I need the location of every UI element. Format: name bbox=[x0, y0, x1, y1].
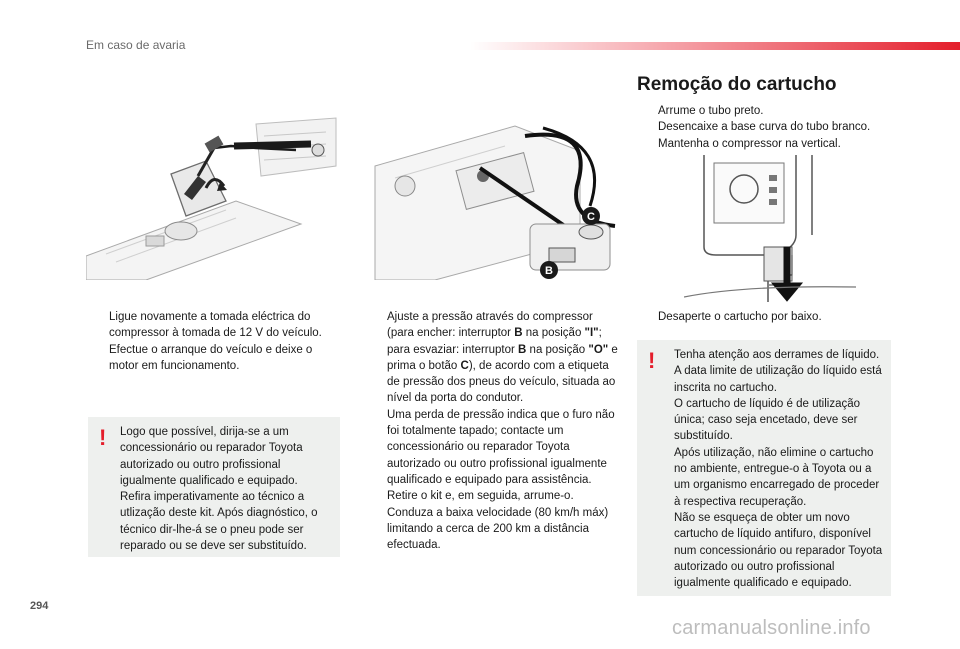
column3-step-unscrew bbox=[637, 309, 897, 325]
cartridge-removal-illustration bbox=[684, 155, 856, 302]
column1-steps bbox=[88, 309, 338, 374]
list-item: Mantenha o compressor na vertical. bbox=[658, 137, 841, 150]
warning-text: Tenha atenção aos derrames de líquido. A data limite de utilização do líquido está inscrita no cartucho. O cartucho de líquido é de utilização única; caso seja encetado, deve ser substituído. Após utilização, não elimine o cartucho no ambiente, entregue-o à Toyota ou a um organismo encarregado de proceder à respectiva recuperação. Não se esqueça de obter um novo cartucho de líquido antifuro, disponível num concessionário ou reparador Toyota autorizado ou outro profissional igualmente qualificado e equipado. bbox=[674, 349, 883, 590]
list-item: Arrume o tubo preto. bbox=[658, 105, 764, 117]
column2-steps bbox=[366, 309, 620, 553]
column3-steps bbox=[637, 103, 897, 152]
header-accent-bar bbox=[470, 42, 960, 50]
list-item: Efectue o arranque do veículo e deixe o motor em funcionamento. bbox=[109, 343, 313, 372]
warning-icon: ! bbox=[648, 348, 656, 373]
watermark: carmanualsonline.info bbox=[672, 617, 871, 639]
section-title: Remoção do cartucho bbox=[637, 74, 837, 95]
list-item: Desaperte o cartucho por baixo. bbox=[658, 311, 822, 323]
list-item: Conduza a baixa velocidade (80 km/h máx) limitando a cerca de 200 km a distância efectuada. bbox=[387, 506, 609, 552]
list-item: Ligue novamente a tomada eléctrica do compressor à tomada de 12 V do veículo. bbox=[109, 311, 322, 340]
list-item: Ajuste a pressão através do compressor (para encher: interruptor B na posição "I"; para esvaziar: interruptor B na posição "O" e prima o botão C), de acordo com a etiqueta de pressão dos pneus do veículo, situada ao nível da porta do condutor. Uma perda de pressão indica que o furo não foi totalmente tapado; contacte um concessionário ou reparador Toyota autorizado ou outro profissional igualmente qualificado e equipado para assistência. bbox=[387, 311, 618, 486]
warning-icon: ! bbox=[99, 425, 107, 450]
compressor-plug-illustration bbox=[86, 106, 340, 280]
label-c: C bbox=[587, 211, 595, 223]
page-number: 294 bbox=[30, 600, 49, 612]
section-header: Em caso de avaria bbox=[86, 38, 186, 52]
warning-box-repair bbox=[88, 417, 340, 557]
warning-text: Logo que possível, dirija-se a um concessionário ou reparador Toyota autorizado ou outro profissional igualmente qualificado e equipado. Refira imperativamente ao técnico a utlização deste kit. Após diagnóstico, o técnico dir-lhe-á se o pneu pode ser reparado ou se deve ser substituído. bbox=[120, 426, 318, 553]
label-b: B bbox=[545, 265, 553, 277]
list-item: Desencaixe a base curva do tubo branco. bbox=[658, 121, 871, 134]
warning-box-cartridge bbox=[637, 340, 891, 596]
list-item: Retire o kit e, em seguida, arrume-o. bbox=[387, 490, 574, 503]
pressure-adjust-illustration bbox=[365, 106, 617, 280]
